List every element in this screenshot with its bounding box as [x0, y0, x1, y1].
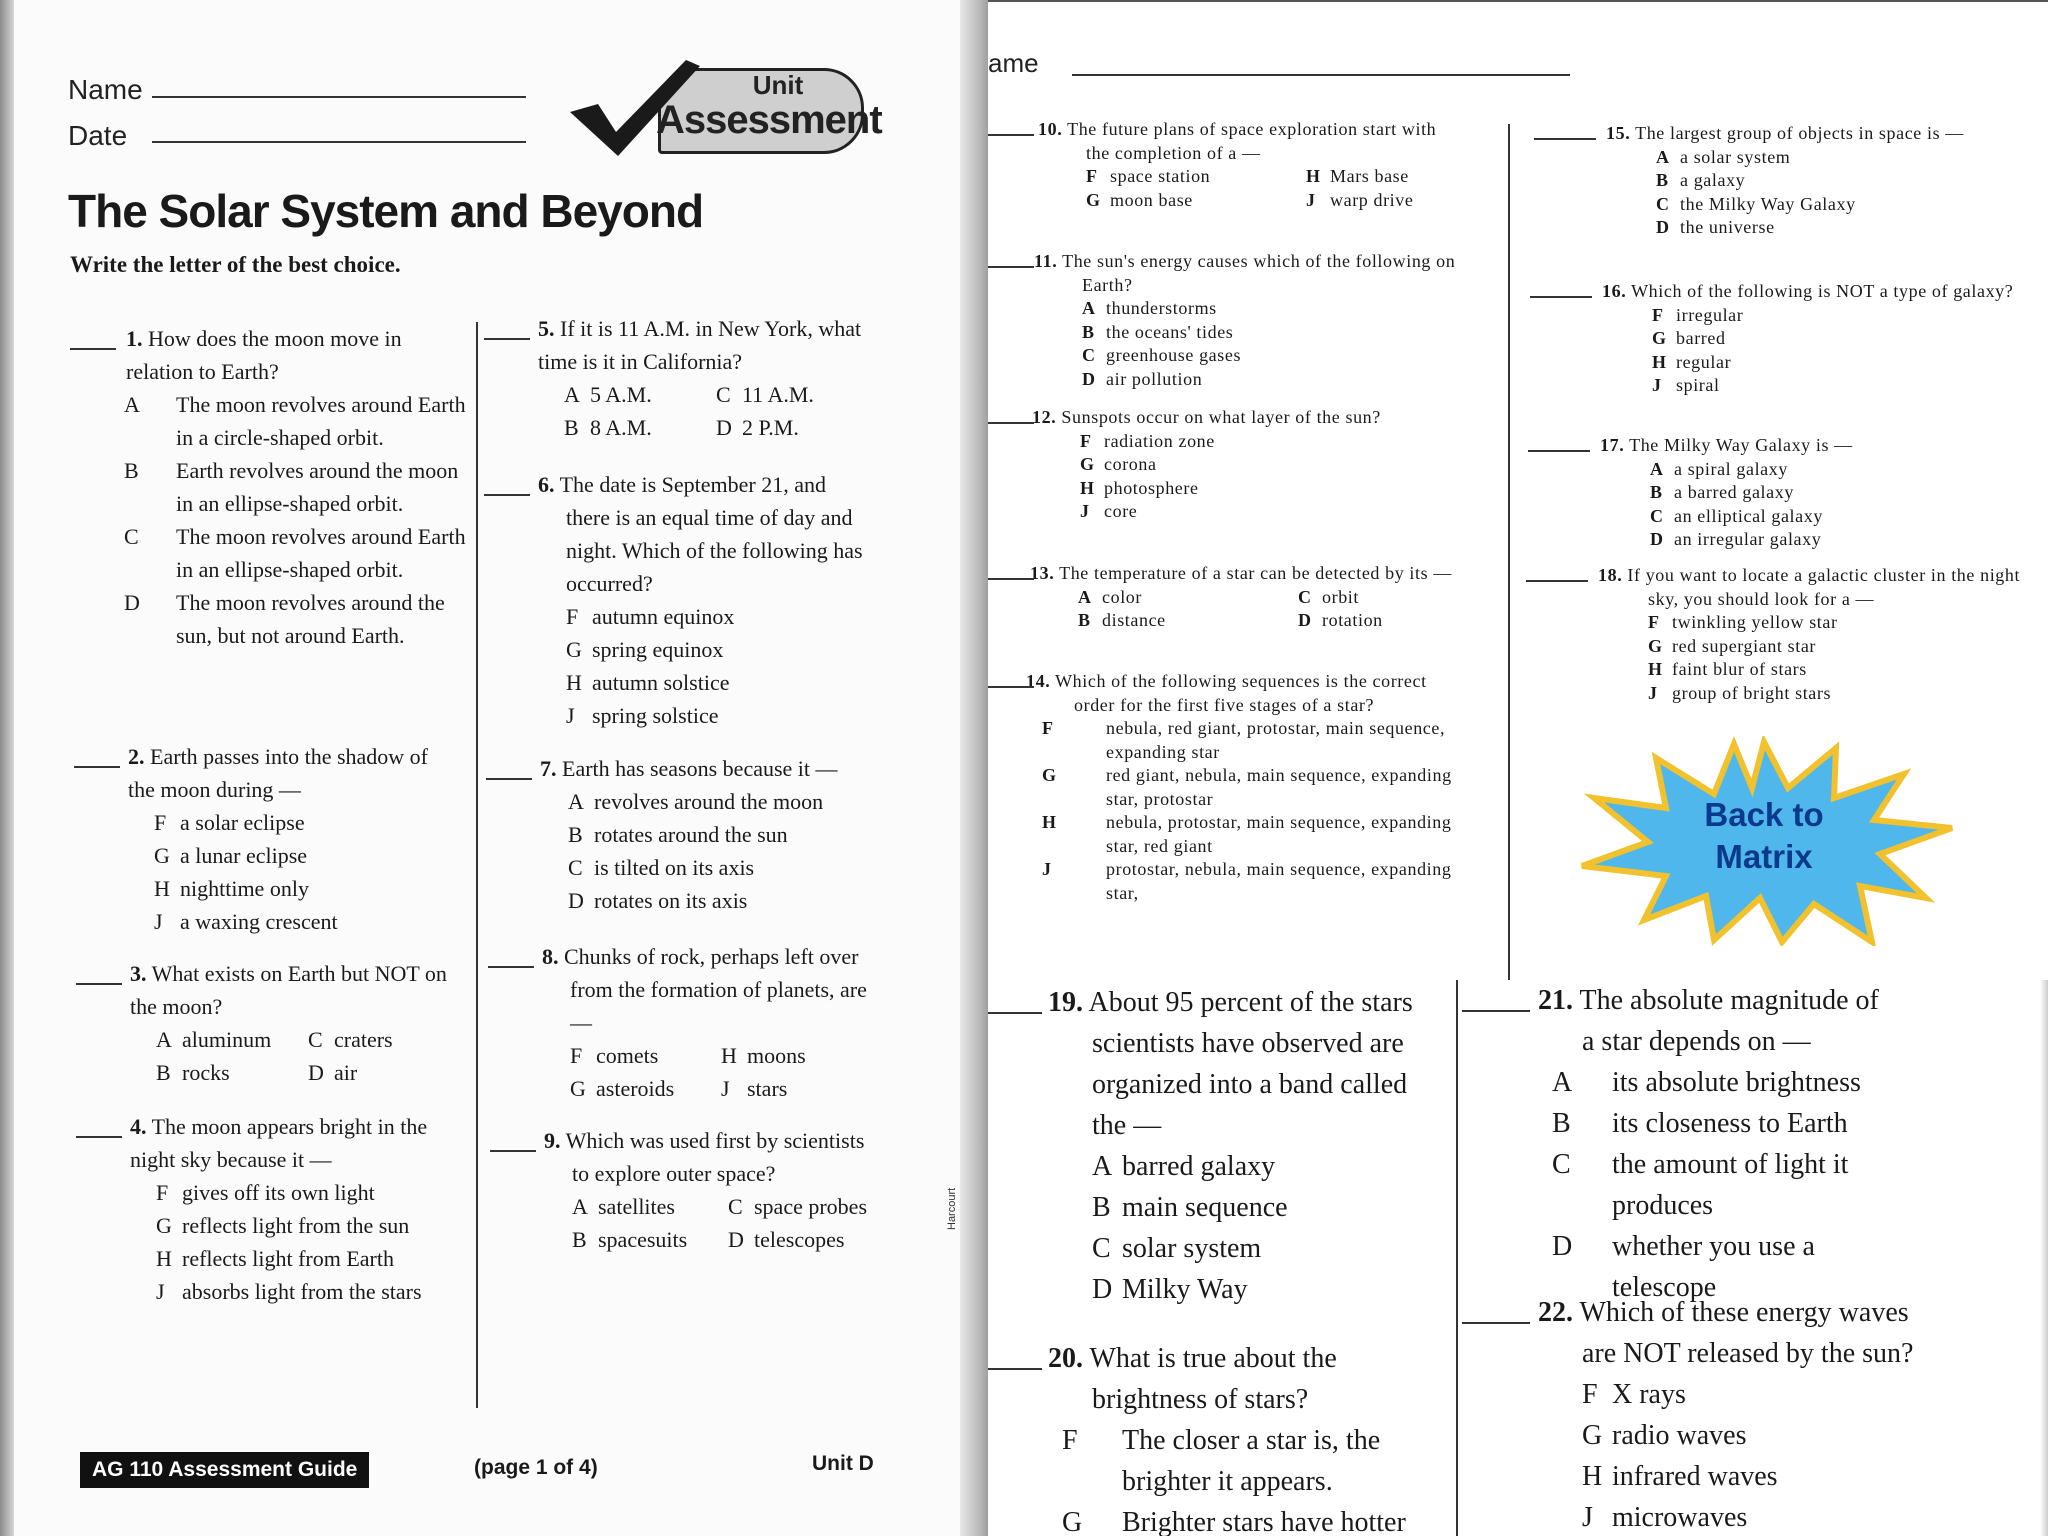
option-a: A a solar system — [1656, 146, 1791, 167]
option-c: C the Milky Way Galaxy — [1656, 193, 1856, 214]
option-j: J group of bright stars — [1648, 682, 1832, 703]
option-d: D Milky Way — [1092, 1274, 1248, 1305]
question-number: 11. — [1034, 251, 1058, 271]
name-field[interactable] — [152, 96, 526, 98]
question-stem: The largest group of objects in space is — — [1635, 123, 1964, 143]
answer-blank[interactable] — [988, 686, 1034, 688]
question-number: 6. — [538, 472, 555, 497]
question-3 — [130, 957, 460, 1089]
answer-blank[interactable] — [988, 1368, 1042, 1370]
option-a: A thunderstorms — [1082, 298, 1217, 318]
question-7 — [540, 752, 870, 917]
question-8 — [542, 940, 872, 1105]
question-16 — [1602, 280, 2048, 398]
option-a: A color — [1078, 586, 1142, 607]
question-12 — [1032, 406, 1462, 524]
binding-edge — [0, 0, 14, 1536]
question-stem: What is true about the brightness of stars? — [1089, 1343, 1337, 1415]
option-g: G reflects light from the sun — [156, 1213, 410, 1238]
option-j: J stars — [721, 1076, 788, 1101]
option-d: D whether you use a telescope — [1552, 1231, 1815, 1303]
option-f: F space station — [1086, 166, 1211, 186]
question-15 — [1606, 122, 2046, 240]
question-number: 17. — [1600, 435, 1625, 455]
question-stem: If you want to locate a galactic cluster in the night sky, you should look for a — — [1627, 565, 2021, 609]
option-a: A its absolute brightness — [1552, 1067, 1861, 1098]
options-grid — [538, 378, 868, 444]
option-f: F twinkling yellow star — [1648, 612, 1838, 632]
option-b: B main sequence — [1092, 1192, 1288, 1223]
option-f: F gives off its own light — [156, 1180, 375, 1205]
options-grid — [130, 1023, 460, 1089]
option-g: G barred — [1652, 328, 1726, 348]
question-stem: Which of the following sequences is the correct order for the first five stages of a star? — [1055, 671, 1427, 715]
option-c: C greenhouse gases — [1082, 345, 1242, 365]
answer-blank[interactable] — [484, 338, 530, 340]
question-number: 9. — [544, 1128, 561, 1153]
option-f: F The closer a star is, the brighter it appears. — [1062, 1425, 1381, 1497]
question-number: 16. — [1602, 281, 1627, 301]
option-d: D telescopes — [728, 1227, 845, 1252]
option-b: B Earth revolves around the moon in an ellipse-shaped orbit. — [124, 458, 459, 516]
question-17 — [1600, 434, 2040, 552]
question-number: 12. — [1032, 407, 1057, 427]
option-c: C orbit — [1298, 586, 1359, 607]
question-number: 22. — [1538, 1297, 1573, 1328]
question-stem: Which of these energy waves are NOT released by the sun? — [1579, 1297, 1914, 1369]
option-h: H infrared waves — [1582, 1461, 1778, 1492]
option-j: J core — [1080, 501, 1138, 521]
question-2 — [128, 740, 458, 938]
question-stem: Earth passes into the shadow of the moon during — — [128, 744, 428, 802]
option-h: H autumn solstice — [566, 670, 730, 695]
option-g: G red supergiant star — [1648, 635, 1817, 656]
option-g: G radio waves — [1582, 1420, 1747, 1451]
question-number: 2. — [128, 744, 145, 769]
question-13 — [1030, 562, 1460, 633]
answer-blank[interactable] — [1462, 1322, 1530, 1324]
option-b: B 8 A.M. — [564, 415, 652, 440]
page-title: The Solar System and Beyond — [68, 185, 704, 237]
option-g: G spring equinox — [566, 637, 724, 662]
option-f: F radiation zone — [1080, 430, 1215, 451]
option-b: B a galaxy — [1656, 170, 1746, 190]
question-9 — [544, 1124, 884, 1256]
column-divider — [476, 322, 478, 1408]
page-gutter — [960, 0, 990, 1536]
question-number: 7. — [540, 756, 557, 781]
option-c: C is tilted on its axis — [568, 855, 755, 880]
option-h: H nebula, protostar, main sequence, expanding star, red giant — [1042, 812, 1452, 856]
option-d: D an irregular galaxy — [1650, 529, 1822, 549]
date-field[interactable] — [152, 141, 526, 143]
question-number: 10. — [1038, 119, 1063, 139]
answer-blank[interactable] — [490, 1150, 536, 1152]
option-a: A The moon revolves around Earth in a circle-shaped orbit. — [124, 392, 466, 450]
option-d: D The moon revolves around the sun, but not around Earth. — [124, 590, 445, 648]
answer-blank[interactable] — [988, 266, 1034, 268]
scan-edge — [2040, 980, 2048, 1536]
question-stem: The date is September 21, and there is an equal time of day and night. Which of the following has occurred? — [559, 472, 863, 596]
answer-blank[interactable] — [486, 778, 532, 780]
answer-blank[interactable] — [988, 578, 1034, 580]
answer-blank[interactable] — [1462, 1010, 1530, 1012]
option-b: B rotates around the sun — [568, 822, 788, 847]
instructions: Write the letter of the best choice. — [70, 252, 401, 277]
option-a: A revolves around the moon — [568, 789, 824, 814]
option-c: C the amount of light it produces — [1552, 1149, 1849, 1221]
answer-blank[interactable] — [1530, 296, 1592, 298]
option-h: H faint blur of stars — [1648, 659, 1807, 679]
top-edge — [988, 0, 2048, 2]
question-number: 1. — [126, 326, 143, 351]
question-number: 13. — [1030, 563, 1055, 583]
question-stem: How does the moon move in relation to Earth? — [126, 326, 402, 384]
question-stem: Which was used first by scientists to explore outer space? — [565, 1128, 865, 1186]
option-c: C solar system — [1092, 1233, 1262, 1264]
question-stem: Which of the following is NOT a type of galaxy? — [1631, 281, 2014, 301]
option-d: D air — [308, 1060, 358, 1085]
options-grid — [544, 1190, 884, 1256]
option-f: F a solar eclipse — [154, 810, 305, 835]
question-stem: About 95 percent of the stars scientists have observed are organized into a band called the — — [1088, 987, 1413, 1141]
question-number: 3. — [130, 961, 147, 986]
publisher-side-text: Harcourt — [946, 1187, 958, 1230]
question-number: 20. — [1048, 1343, 1083, 1374]
option-d: D rotates on its axis — [568, 888, 748, 913]
option-b: B its closeness to Earth — [1552, 1108, 1848, 1139]
back-to-matrix-button[interactable] — [1574, 736, 1954, 946]
option-b: B a barred galaxy — [1650, 482, 1794, 502]
option-b: B distance — [1078, 610, 1166, 630]
option-a: A a spiral galaxy — [1650, 458, 1788, 479]
option-g: G red giant, nebula, main sequence, expanding star, protostar — [1042, 765, 1452, 809]
option-c: C space probes — [728, 1194, 868, 1219]
option-j: J warp drive — [1306, 189, 1414, 210]
option-f: F autumn equinox — [566, 604, 735, 629]
option-h: H Mars base — [1306, 166, 1409, 186]
question-stem: The moon appears bright in the night sky because it — — [130, 1114, 428, 1172]
question-number: 18. — [1598, 565, 1623, 585]
left-page — [0, 0, 980, 1536]
badge-unit-text: Unit — [752, 70, 804, 100]
option-g: G moon base — [1086, 189, 1193, 210]
question-stem: Sunspots occur on what layer of the sun? — [1061, 407, 1381, 427]
option-h: H photosphere — [1080, 477, 1199, 498]
answer-blank[interactable] — [74, 766, 120, 768]
question-stem: The temperature of a star can be detected by its — — [1059, 563, 1452, 583]
name-label: Name — [68, 74, 143, 105]
question-18 — [1598, 564, 2038, 705]
answer-blank[interactable] — [484, 494, 530, 496]
answer-blank[interactable] — [988, 422, 1034, 424]
option-b: B the oceans' tides — [1082, 321, 1234, 342]
question-stem: The future plans of space exploration start with the completion of a — — [1067, 119, 1437, 163]
footer-unit: Unit D — [812, 1452, 874, 1475]
footer-page-number: (page 1 of 4) — [474, 1456, 598, 1479]
question-19 — [1048, 982, 1448, 1310]
option-g: G corona — [1080, 454, 1157, 474]
question-number: 21. — [1538, 985, 1573, 1016]
option-g: G Brighter stars have hotter — [1062, 1507, 1406, 1536]
options-grid — [1038, 165, 1458, 212]
option-f: F X rays — [1582, 1379, 1686, 1410]
unit-assessment-badge — [568, 58, 882, 158]
option-f: F irregular — [1652, 304, 1744, 325]
question-stem: What exists on Earth but NOT on the moon? — [130, 961, 447, 1019]
option-g: G asteroids — [570, 1076, 675, 1101]
name-field[interactable] — [1072, 74, 1570, 76]
question-1 — [126, 322, 466, 652]
option-j: J a waxing crescent — [154, 909, 338, 934]
option-c: C an elliptical galaxy — [1650, 505, 1823, 526]
options-grid — [542, 1039, 872, 1105]
option-c: C The moon revolves around Earth in an ellipse-shaped orbit. — [124, 524, 466, 582]
question-11 — [1034, 250, 1464, 391]
option-b: B spacesuits — [572, 1227, 688, 1252]
option-f: F nebula, red giant, protostar, main sequence, expanding star — [1042, 718, 1446, 762]
option-j: J absorbs light from the stars — [156, 1279, 422, 1304]
option-a: A aluminum — [156, 1027, 272, 1052]
column-divider-lower — [1456, 980, 1458, 1536]
question-4 — [130, 1110, 460, 1308]
answer-blank[interactable] — [1528, 450, 1590, 452]
answer-blank[interactable] — [488, 966, 534, 968]
option-a: A satellites — [572, 1194, 675, 1219]
question-stem: The Milky Way Galaxy is — — [1629, 435, 1853, 455]
options-grid — [1030, 586, 1460, 633]
option-f: F comets — [570, 1043, 659, 1068]
option-a: A 5 A.M. — [564, 382, 652, 407]
question-number: 4. — [130, 1114, 147, 1139]
question-21 — [1538, 980, 1898, 1308]
answer-blank[interactable] — [988, 134, 1034, 136]
question-22 — [1538, 1292, 1918, 1536]
question-stem: Earth has seasons because it — — [562, 756, 838, 781]
column-divider-upper — [1508, 124, 1510, 980]
question-20 — [1048, 1338, 1448, 1536]
option-h: H nighttime only — [154, 876, 309, 901]
footer-guide-label: AG 110 Assessment Guide — [80, 1452, 369, 1488]
question-number: 14. — [1026, 671, 1051, 691]
option-d: D rotation — [1298, 610, 1383, 630]
answer-blank[interactable] — [76, 1136, 122, 1138]
answer-blank[interactable] — [1526, 580, 1588, 582]
option-c: C 11 A.M. — [716, 382, 814, 407]
question-stem: The absolute magnitude of a star depends on — — [1579, 985, 1879, 1057]
option-j: J protostar, nebula, main sequence, expanding star, — [1042, 859, 1452, 903]
option-j: J spring solstice — [566, 703, 719, 728]
option-d: D air pollution — [1082, 368, 1203, 389]
badge-assessment-text: Assessment — [656, 98, 882, 142]
option-d: D 2 P.M. — [716, 415, 799, 440]
question-14 — [1026, 670, 1466, 905]
answer-blank[interactable] — [70, 348, 116, 350]
question-number: 5. — [538, 316, 555, 341]
option-c: C craters — [308, 1027, 393, 1052]
option-a: A barred galaxy — [1092, 1151, 1276, 1182]
option-h: H regular — [1652, 351, 1732, 372]
answer-blank[interactable] — [76, 983, 122, 985]
name-label-partial: ame — [988, 48, 1039, 78]
option-g: G a lunar eclipse — [154, 843, 308, 868]
option-b: B rocks — [156, 1060, 230, 1085]
question-stem: The sun's energy causes which of the following on Earth? — [1062, 251, 1456, 295]
option-h: H moons — [721, 1043, 806, 1068]
question-number: 19. — [1048, 987, 1083, 1018]
question-10 — [1038, 118, 1458, 212]
question-number: 8. — [542, 944, 559, 969]
option-j: J spiral — [1652, 375, 1720, 395]
answer-blank[interactable] — [988, 1012, 1042, 1014]
question-6 — [538, 468, 868, 732]
option-j: J microwaves — [1582, 1502, 1748, 1533]
date-label: Date — [68, 120, 128, 151]
option-h: H reflects light from Earth — [156, 1246, 394, 1271]
question-stem: If it is 11 A.M. in New York, what time is it in California? — [538, 316, 862, 374]
question-number: 15. — [1606, 123, 1631, 143]
question-5 — [538, 312, 868, 444]
question-stem: Chunks of rock, perhaps left over from the formation of planets, are — — [564, 944, 867, 1035]
back-to-matrix-label: Back to Matrix — [1704, 796, 1824, 875]
option-d: D the universe — [1656, 217, 1775, 237]
answer-blank[interactable] — [1534, 138, 1596, 140]
